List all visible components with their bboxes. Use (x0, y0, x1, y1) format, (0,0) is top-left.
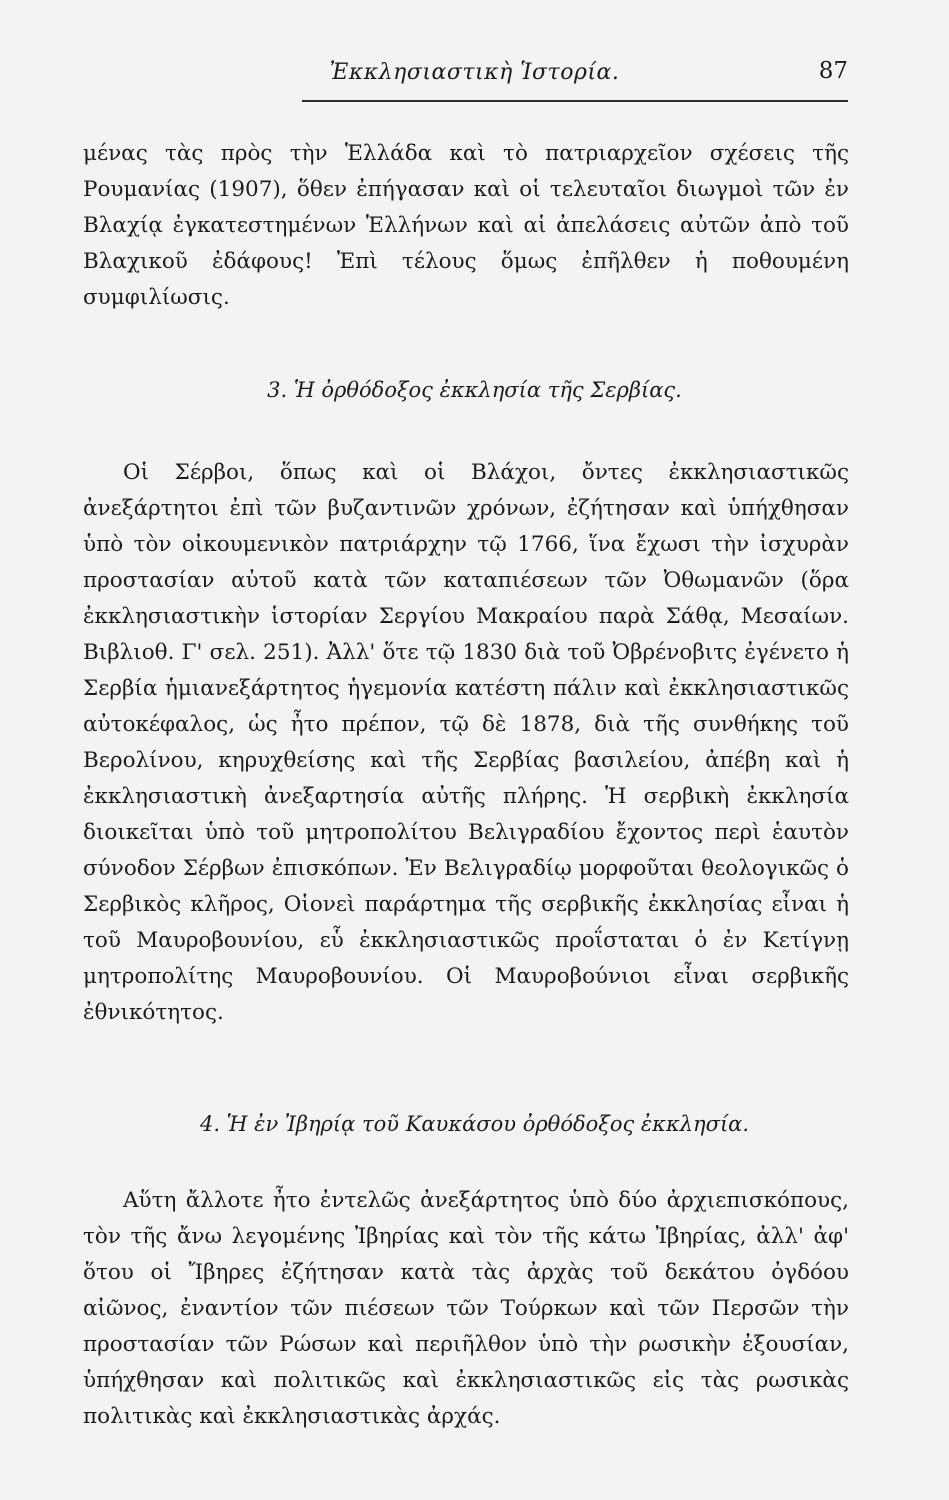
header-rule (302, 100, 848, 102)
section-heading-3: 3. Ἡ ὀρθόδοξος ἐκκλησία τῆς Σερβίας. (267, 378, 682, 402)
section-heading-4: 4. Ἡ ἐν Ἰβηρίᾳ τοῦ Καυκάσου ὀρθόδοξος ἐκκλησία. (199, 1112, 750, 1136)
paragraph-serbia: Οἱ Σέρβοι, ὅπως καὶ οἱ Βλάχοι, ὄντες ἐκκλησιαστικῶς ἀνεξάρτητοι ἐπὶ τῶν βυζαντινῶν χρόνων, ἐζήτησαν καὶ ὑπήχθησαν ὑπὸ τὸν οἰκουμενικὸν πατριάρχην τῷ 1766, ἵνα ἔχωσι τὴν ἰσχυρὰν προστασίαν αὐτοῦ κατὰ τῶν καταπιέσεων τῶν Ὀθωμανῶν (ὅρα ἐκκλησιαστικὴν ἱστορίαν Σεργίου Μακραίου παρὰ Σάθᾳ, Μεσαίων. Βιβλιοθ. Γ' σελ. 251). Ἀλλ' ὅτε τῷ 1830 διὰ τοῦ Ὀβρένοβιτς ἐγένετο ἡ Σερβία ἡμιανεξάρτητος ἡγεμονία κατέστη πάλιν καὶ ἐκκλησιαστικῶς αὐτοκέφαλος, ὡς ἦτο πρέπον, τῷ δὲ 1878, διὰ τῆς συνθήκης τοῦ Βερολίνου, κηρυχθείσης καὶ τῆς Σερβίας βασιλείου, ἀπέβη καὶ ἡ ἐκκλησιαστικὴ ἀνεξαρτησία αὐτῆς πλήρης. Ἡ σερβικὴ ἐκκλησία διοικεῖται ὑπὸ τοῦ μητροπολίτου Βελιγραδίου ἔχοντος περὶ ἑαυτὸν σύνοδον Σέρβων ἐπισκόπων. Ἐν Βελιγραδίῳ μορφοῦται θεολογικῶς ὁ Σερβικὸς κλῆρος, Οἱονεὶ παράρτημα τῆς σερβικῆς ἐκκλησίας εἶναι ἡ τοῦ Μαυροβουνίου, εὗ ἐκκλησιαστικῶς προΐσταται ὁ ἐν Κετίγνῃ μητροπολίτης Μαυροβουνίου. Οἱ Μαυροβούνιοι εἶναι σερβικῆς ἐθνικότητος. (83, 460, 849, 1025)
page-number: 87 (818, 58, 848, 84)
running-header: Ἐκκλησιαστικὴ Ἱστορία. (329, 60, 620, 85)
paragraph-iberia: Αὕτη ἄλλοτε ἦτο ἐντελῶς ἀνεξάρτητος ὑπὸ δύο ἀρχιεπισκόπους, τὸν τῆς ἄνω λεγομένης Ἰβηρίας καὶ τὸν τῆς κάτω Ἰβηρίας, ἀλλ' ἀφ' ὅτου οἱ Ἴβηρες ἐζήτησαν κατὰ τὰς ἀρχὰς τοῦ δεκάτου ὀγδόου αἰῶνος, ἐναντίον τῶν πιέσεων τῶν Τούρκων καὶ τῶν Περσῶν τὴν προστασίαν τῶν Ρώσων καὶ περιῆλθον ὑπὸ τὴν ρωσικὴν ἐξουσίαν, ὑπήχθησαν καὶ πολιτικῶς καὶ ἐκκλησιαστικῶς εἰς τὰς ρωσικὰς πολιτικὰς καὶ ἐκκλησιαστικὰς ἀρχάς. (83, 1188, 849, 1429)
paragraph-continuation: μένας τὰς πρὸς τὴν Ἑλλάδα καὶ τὸ πατριαρχεῖον σχέσεις τῆς Ρουμανίας (1907), ὅθεν ἐπήγασαν καὶ οἱ τελευταῖοι διωγμοὶ τῶν ἐν Βλαχίᾳ ἐγκατεστημένων Ἑλλήνων καὶ αἱ ἀπελάσεις αὐτῶν ἀπὸ τοῦ Βλαχικοῦ ἐδάφους! Ἐπὶ τέλους ὅμως ἐπῆλθεν ἡ ποθουμένη συμφιλίωσις. (83, 141, 849, 310)
